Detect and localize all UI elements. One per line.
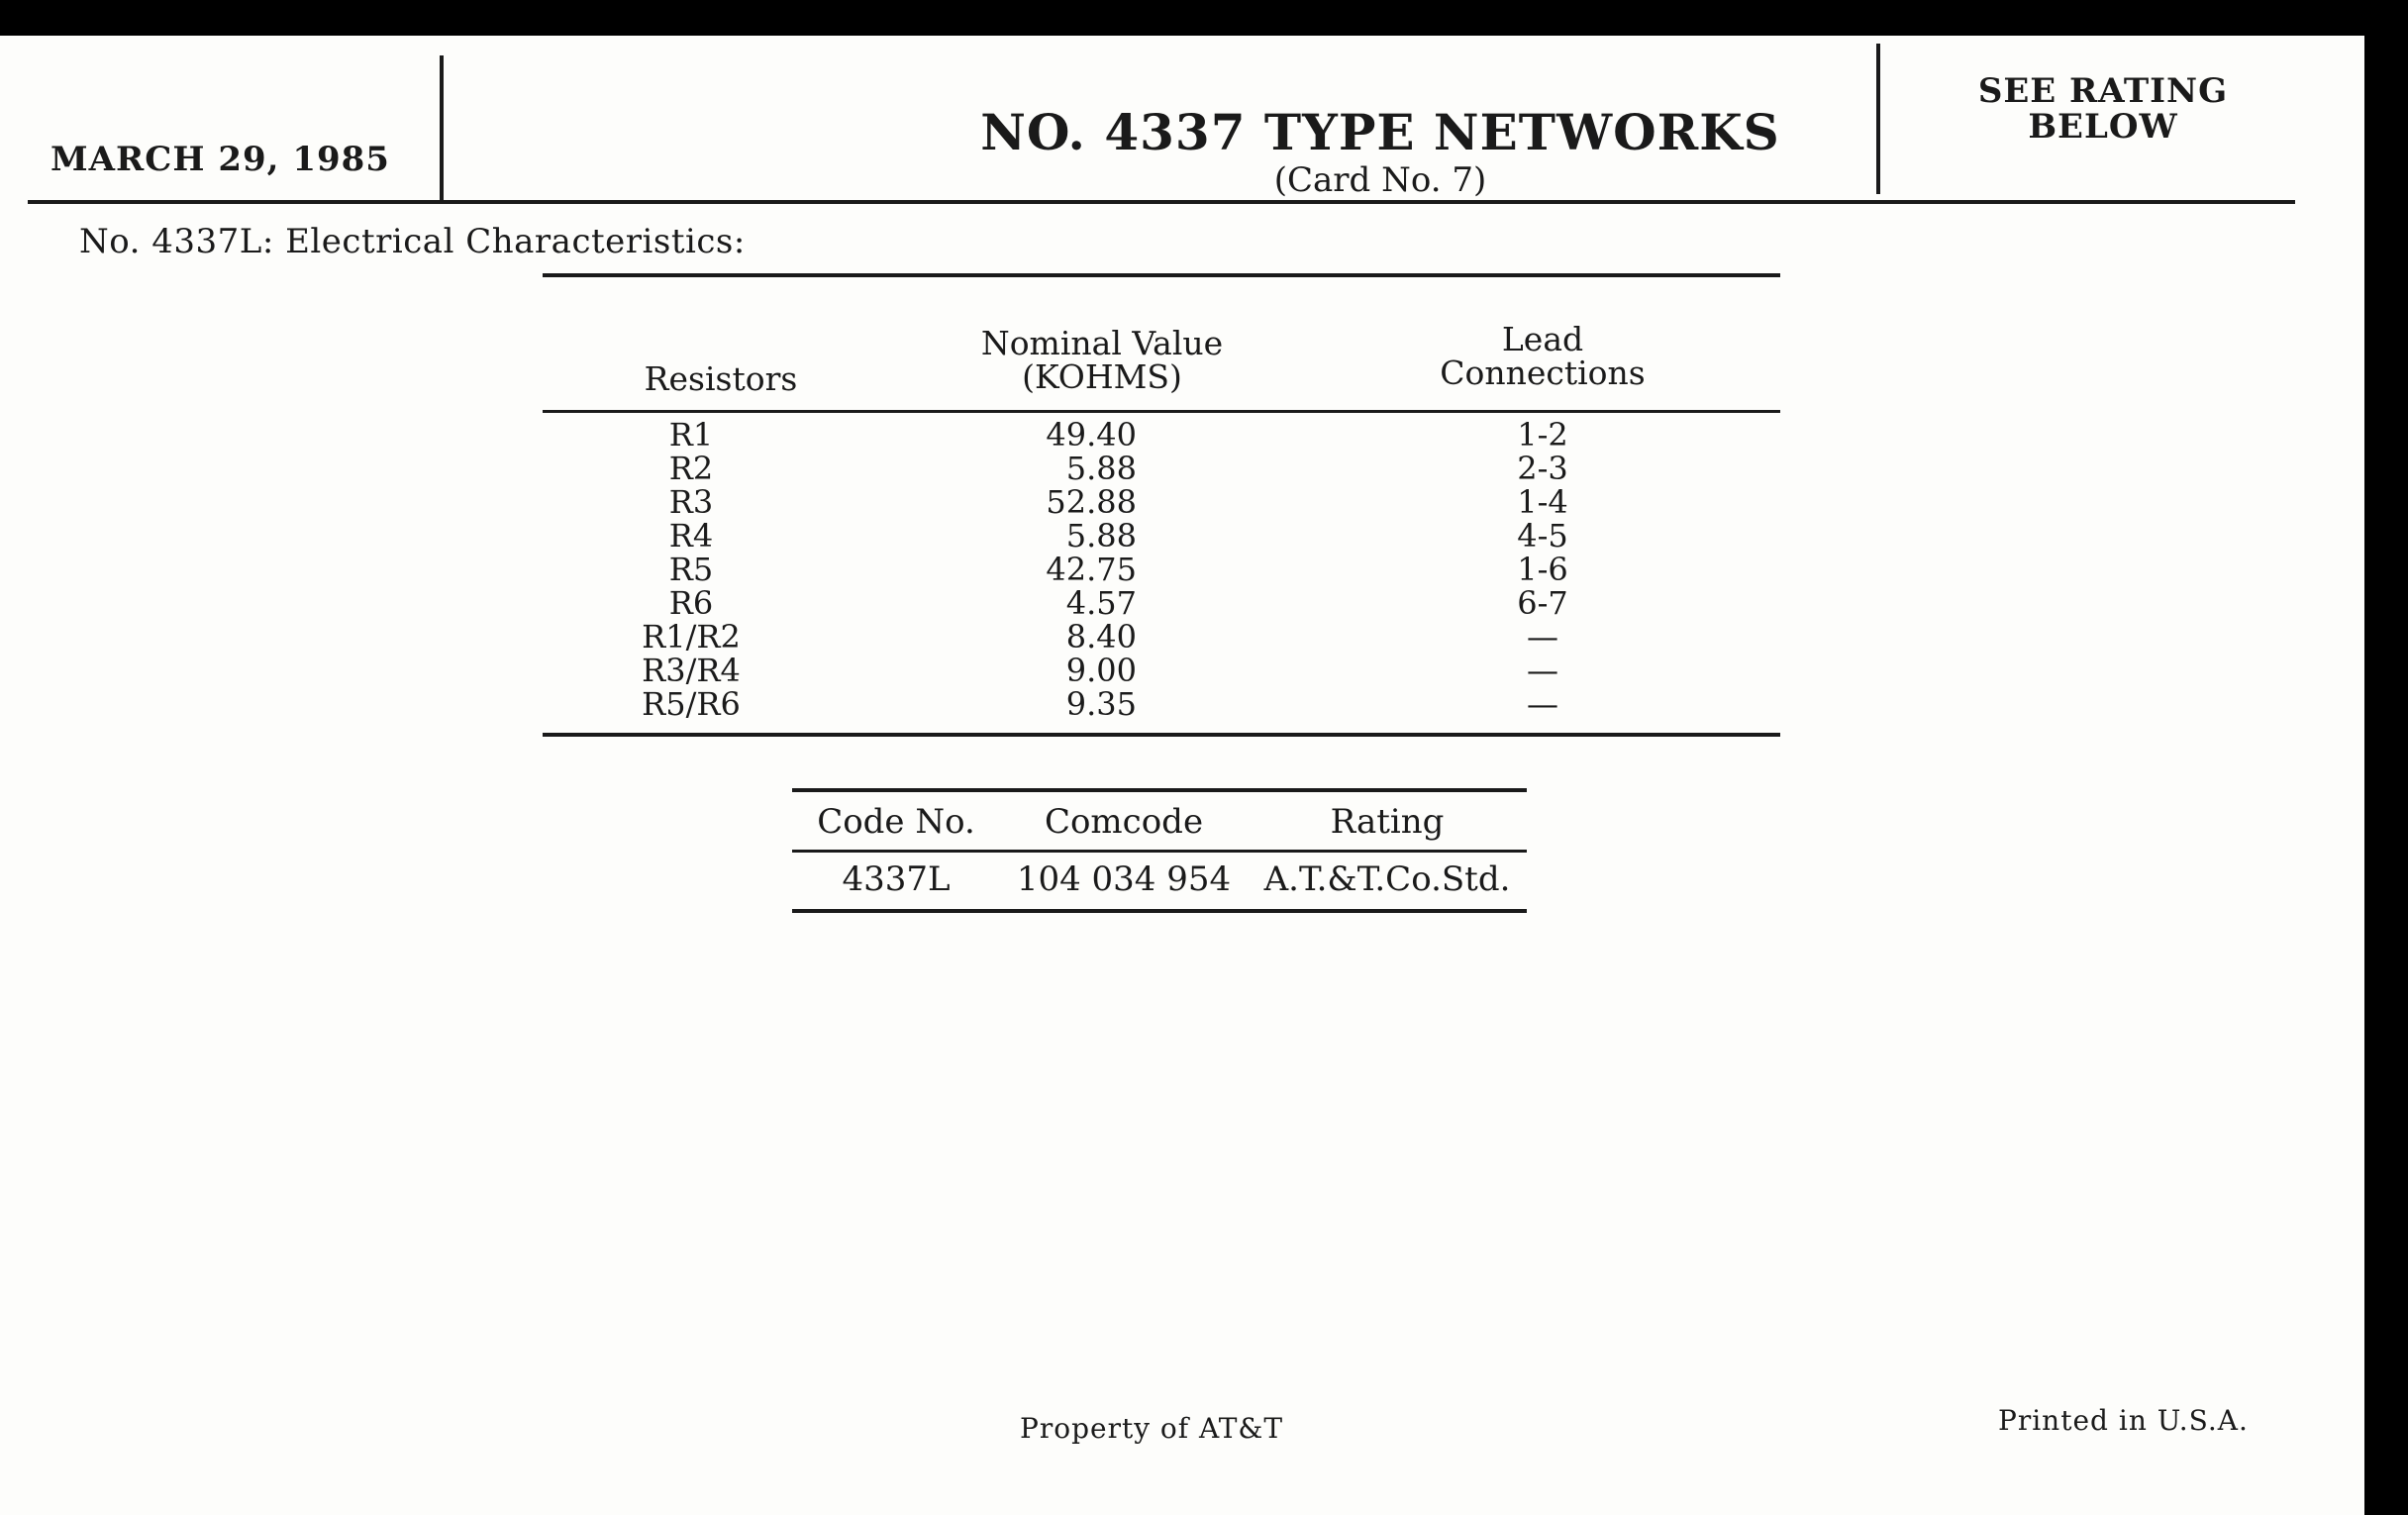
table-body [543,418,1780,721]
section-label: No. 4337L: Electrical Characteristics: [79,222,746,261]
value-cell: 42.75 [1046,551,1137,588]
code-table-header-rule [792,850,1527,853]
card-title: NO. 4337 TYPE NETWORKS [980,103,1780,161]
value-cell: 5.88 [1065,450,1137,487]
lead-cell: — [1527,618,1558,656]
header-divider-right [1876,44,1880,194]
resistor-cell: R3 [668,483,714,521]
lead-cell: 6-7 [1517,584,1568,622]
printed-notice: Printed in U.S.A. [1998,1404,2249,1437]
resistor-cell: R5 [668,551,714,588]
col-header-lead-line2: Connections [1440,354,1646,392]
value-cell: 52.88 [1046,483,1137,521]
table-header-rule [543,410,1780,413]
table-bottom-rule [543,733,1780,737]
table-row [543,418,1780,452]
table-row [543,620,1780,654]
col-header-lead [1305,320,1780,392]
property-notice: Property of AT&T [1020,1412,1284,1445]
value-cell: 4.57 [1065,584,1137,622]
lead-cell: 1-2 [1517,416,1568,454]
lead-cell: 1-4 [1517,483,1568,521]
resistor-cell: R2 [668,450,714,487]
col-header-nominal [899,324,1305,396]
value-cell: 5.88 [1065,517,1137,555]
card-subtitle: (Card No. 7) [1273,160,1487,200]
comcode-cell: 104 034 954 [1016,859,1232,899]
rating-cell: A.T.&T.Co.Std. [1263,859,1511,899]
table-row [543,452,1780,485]
table-row [543,519,1780,553]
value-cell: 8.40 [1065,618,1137,656]
col-header-nominal-line2: (KOHMS) [1022,357,1182,396]
col-header-nominal-line1: Nominal Value [980,324,1224,362]
code-table-top-rule [792,788,1527,792]
col-header-lead-line1: Lead [1501,320,1584,358]
table-row [543,485,1780,519]
rating-note-line1: SEE RATING [1977,71,2229,111]
rating-note-line2: BELOW [2028,107,2178,147]
lead-cell: — [1527,652,1558,689]
table-top-rule [543,273,1780,277]
header-rule [28,200,2295,204]
value-cell: 9.00 [1065,652,1137,689]
lead-cell: — [1527,685,1558,723]
code-cell: 4337L [842,859,951,899]
code-table-bottom-rule [792,909,1527,913]
lead-cell: 1-6 [1517,551,1568,588]
code-header: Code No. [817,802,975,842]
table-row [543,687,1780,721]
resistor-cell: R3/R4 [642,652,741,689]
table-row [543,654,1780,687]
card-date: MARCH 29, 1985 [50,140,390,179]
table-row [543,586,1780,620]
rating-note [1881,73,2325,145]
resistor-cell: R1 [668,416,714,454]
table-row [543,553,1780,586]
document-card [0,36,2364,1515]
col-header-resistors: Resistors [644,359,798,398]
rating-header: Rating [1330,802,1445,842]
resistor-cell: R5/R6 [642,685,741,723]
resistor-cell: R1/R2 [642,618,741,656]
comcode-header: Comcode [1044,802,1204,842]
lead-cell: 2-3 [1517,450,1568,487]
value-cell: 9.35 [1065,685,1137,723]
lead-cell: 4-5 [1517,517,1568,555]
resistor-cell: R6 [668,584,714,622]
resistor-cell: R4 [668,517,714,555]
value-cell: 49.40 [1046,416,1137,454]
